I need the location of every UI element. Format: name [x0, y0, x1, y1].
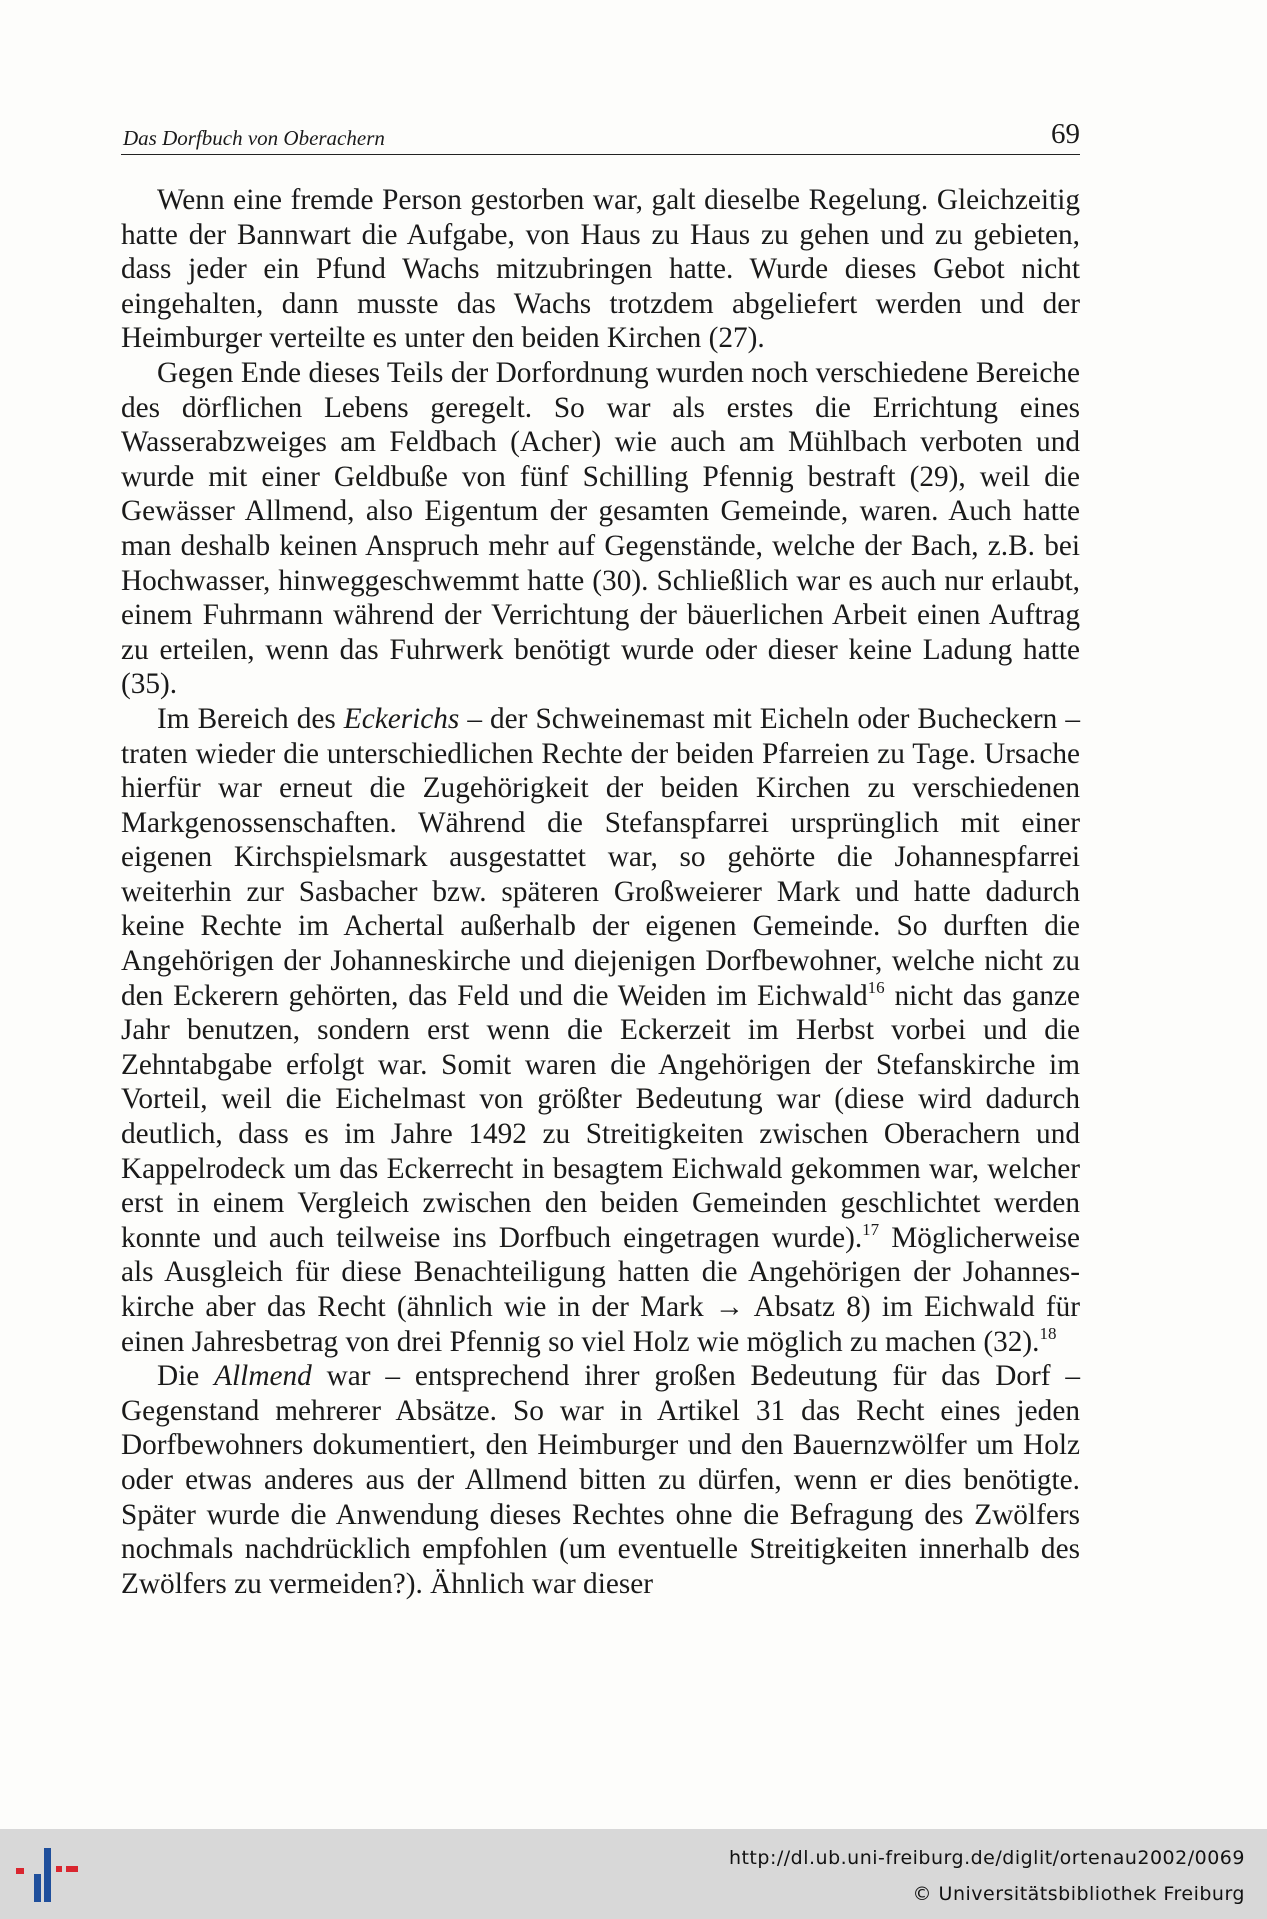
paragraph-3-part-c: nicht das ganze Jahr benutzen, sondern erst wenn die Eckerzeit im Herbst vorbei und die Zehntabgabe erfolgt war. Somit waren die Angehörigen der Stefanskirche im Vorteil, weil die Eichelmast von größter Bedeutung war (diese wird dadurch deutlich, dass es im Jahre 1492 zu Streitigkeiten zwischen Oberachern und Kappelrodeck um das Eckerrecht in besagtem Eichwald gekommen war, welcher erst in einem Vergleich zwischen den beiden Gemeinden geschlichtet werden konnte und auch teilweise ins Dorfbuch eingetragen wurde). [121, 979, 1080, 1254]
paragraph-3-part-d: Möglicherweise als Ausgleich für diese Benachteiligung hatten die Angehörigen der Johanneskirche aber das Recht (ähnlich wie in der Mark → Absatz 8) im Eichwald für einen Jahresbetrag von drei Pfennig so viel Holz wie möglich zu machen (32). [121, 1221, 1080, 1358]
paragraph-4-part-b: war – entsprechend ihrer großen Bedeutung für das Dorf – Gegenstand mehrerer Absätze. So war in Artikel 31 das Recht eines jeden Dorfbewohners dokumentiert, den Heimburger und den Bauernzwölfer um Holz oder etwas anderes aus der Allmend bitten zu dürfen, wenn er dies benötigte. Später wurde die Anwendung dieses Rechtes ohne die Befragung des Zwölfers nochmals nachdrücklich empfohlen (um eventuelle Streitigkeiten innerhalb des Zwölfers zu vermeiden?). Ähnlich war dieser [121, 1360, 1080, 1600]
footnote-ref-17: 17 [862, 1219, 880, 1239]
copyright-notice: © Universitätsbibliothek Freiburg [912, 1883, 1245, 1905]
paragraph-4 [121, 1359, 1080, 1601]
permalink-url[interactable]: http://dl.ub.uni-freiburg.de/diglit/ortenau2002/0069 [728, 1847, 1245, 1869]
body-text [121, 183, 1080, 1601]
library-logo-icon [14, 1844, 84, 1906]
paragraph-4-part-a: Die [157, 1360, 215, 1393]
term-eckerichs: Eckerichs [343, 702, 460, 735]
footnote-ref-16: 16 [867, 977, 885, 997]
running-title: Das Dorfbuch von Oberachern [123, 126, 385, 150]
paragraph-2: Gegen Ende dieses Teils der Dorfordnung wurden noch verschiedene Bereiche des dörflichen Lebens geregelt. So war als erstes die Errichtung eines Wasserabzweiges am Feldbach (Acher) wie auch am Mühlbach verboten und wurde mit einer Geldbuße von fünf Schilling Pfennig bestraft (29), weil die Gewässer Allmend, also Eigentum der gesamten Gemeinde, waren. Auch hatte man deshalb keinen Anspruch mehr auf Gegenstände, welche der Bach, z.B. bei Hochwasser, hinweggeschwemmt hatte (30). Schließlich war es auch nur erlaubt, einem Fuhrmann während der Verrichtung der bäuerlichen Arbeit einen Auftrag zu erteilen, wenn das Fuhrwerk benötigt wurde oder dieser keine Ladung hatte (35). [121, 356, 1080, 701]
page-number: 69 [1051, 118, 1080, 150]
footer-bar [0, 1829, 1267, 1919]
paragraph-3-part-a: Im Bereich des [157, 702, 344, 735]
paragraph-1: Wenn eine fremde Person gestorben war, galt dieselbe Regelung. Gleichzeitig hatte der Bannwart die Aufgabe, von Haus zu Haus zu gehen und zu gebieten, dass jeder ein Pfund Wachs mitzubringen hatte. Wurde dieses Gebot nicht eingehalten, dann musste das Wachs trotzdem abgeliefert werden und der Heimburger verteilte es unter den beiden Kirchen (27). [121, 184, 1080, 355]
paragraph-3-part-b: – der Schweinemast mit Eicheln oder Bucheckern – traten wieder die unterschiedlichen Rechte der beiden Pfarreien zu Tage. Ursache hierfür war erneut die Zugehörigkeit der beiden Kirchen zu verschiedenen Markgenossenschaften. Während die Stefanspfarrei ursprünglich mit einer eigenen Kirchspielsmark ausgestattet war, so gehörte die Johannespfarrei weiterhin zur Sasbacher bzw. späteren Großweierer Mark und hatte dadurch keine Rechte im Achertal außerhalb der eigenen Gemeinde. So durften die Angehörigen der Johanneskirche und diejenigen Dorfbewohner, welche nicht zu den Eckerern gehörten, das Feld und die Weiden im Eichwald [121, 702, 1080, 1012]
term-allmend: Allmend [214, 1360, 312, 1393]
running-head [121, 118, 1080, 155]
footnote-ref-18: 18 [1039, 1323, 1057, 1343]
paragraph-3 [121, 702, 1080, 1359]
